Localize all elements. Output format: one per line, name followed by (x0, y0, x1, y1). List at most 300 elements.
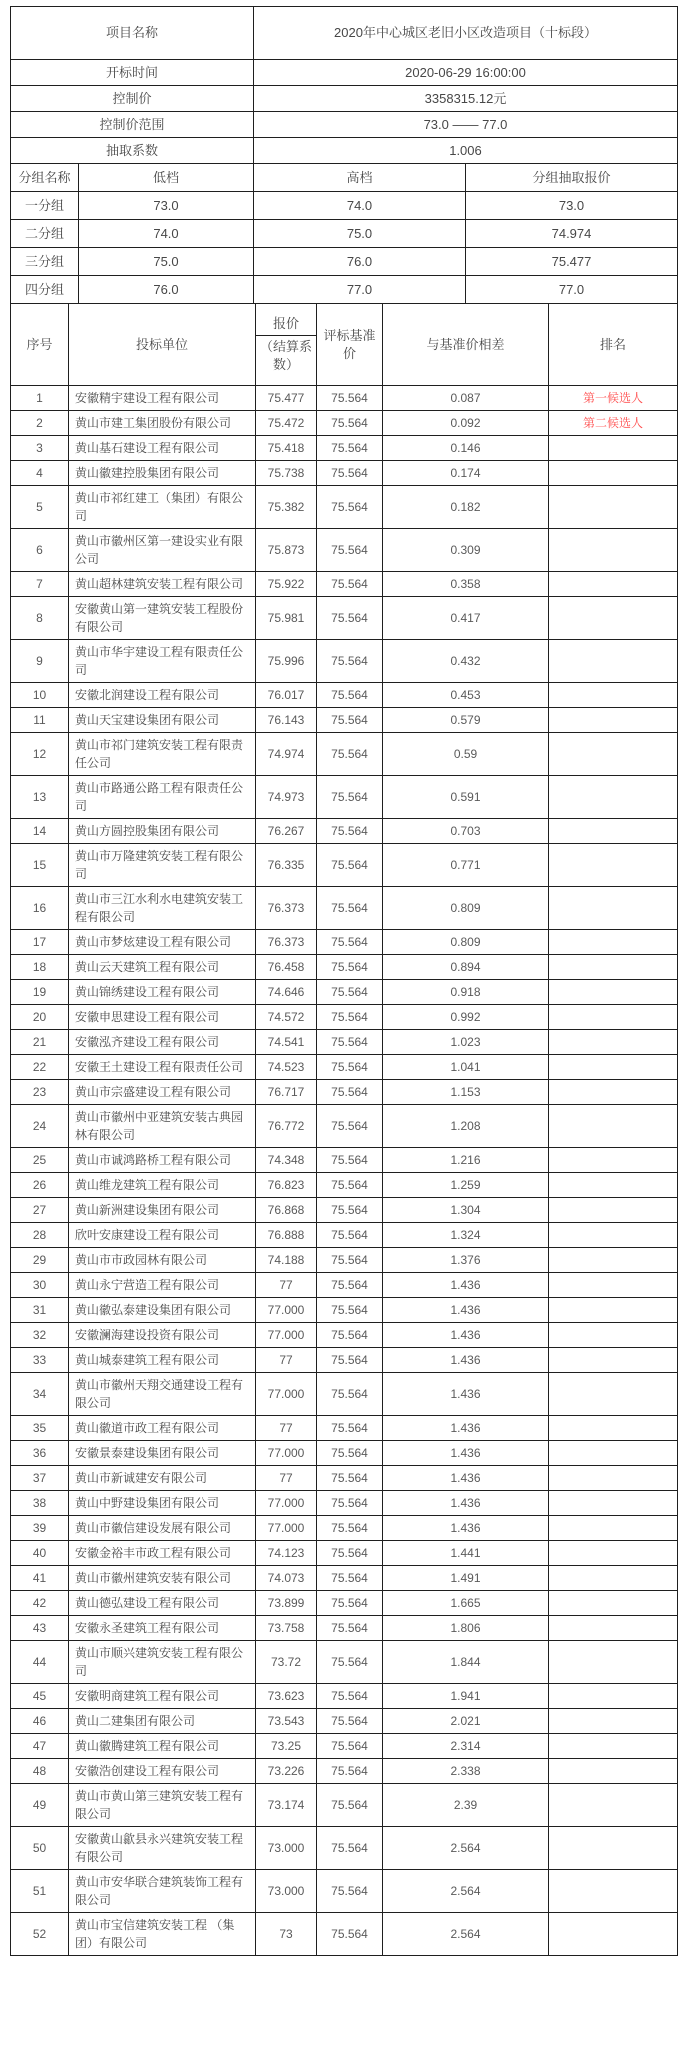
bid-rank-cell (549, 1173, 678, 1198)
bid-diff-cell: 1.436 (383, 1323, 549, 1348)
bid-seq-cell: 42 (11, 1591, 69, 1616)
bid-base-cell: 75.564 (317, 1223, 383, 1248)
bid-base-cell: 75.564 (317, 1784, 383, 1827)
bid-seq-cell: 27 (11, 1198, 69, 1223)
bid-diff-cell: 0.59 (383, 733, 549, 776)
bid-bid-cell: 76.823 (256, 1173, 317, 1198)
bid-base-cell: 75.564 (317, 1198, 383, 1223)
bid-diff-cell: 1.041 (383, 1055, 549, 1080)
bid-rank-cell (549, 597, 678, 640)
bid-seq-cell: 35 (11, 1416, 69, 1441)
bid-rank-cell (549, 733, 678, 776)
bid-base-cell: 75.564 (317, 1684, 383, 1709)
diff-header: 与基准价相差 (383, 304, 549, 386)
bid-row (11, 1641, 678, 1684)
bid-bid-cell: 76.868 (256, 1198, 317, 1223)
bid-rank-cell (549, 1030, 678, 1055)
bid-base-cell: 75.564 (317, 1759, 383, 1784)
bid-company-cell: 安徽申思建设工程有限公司 (69, 1005, 256, 1030)
bid-row (11, 1616, 678, 1641)
bid-diff-cell: 1.153 (383, 1080, 549, 1105)
bid-company-cell: 黄山二建集团有限公司 (69, 1709, 256, 1734)
bid-bid-cell: 76.017 (256, 683, 317, 708)
bid-seq-cell: 4 (11, 461, 69, 486)
bid-bid-cell: 77.000 (256, 1373, 317, 1416)
bid-seq-cell: 3 (11, 436, 69, 461)
bid-seq-cell: 47 (11, 1734, 69, 1759)
bid-rank-cell (549, 1541, 678, 1566)
bid-rank-cell (549, 1616, 678, 1641)
bid-seq-cell: 30 (11, 1273, 69, 1298)
bid-rank-cell (549, 486, 678, 529)
bid-bid-cell: 74.572 (256, 1005, 317, 1030)
bid-base-cell: 75.564 (317, 980, 383, 1005)
bid-company-cell: 黄山永宁营造工程有限公司 (69, 1273, 256, 1298)
bid-row (11, 955, 678, 980)
bid-bid-cell: 74.073 (256, 1566, 317, 1591)
bid-company-cell: 黄山市路通公路工程有限责任公司 (69, 776, 256, 819)
bid-rank-cell (549, 1759, 678, 1784)
bid-diff-cell: 0.992 (383, 1005, 549, 1030)
bid-company-cell: 黄山市市政园林有限公司 (69, 1248, 256, 1273)
bid-bid-cell: 76.373 (256, 930, 317, 955)
bid-row (11, 1173, 678, 1198)
bid-rank-cell (549, 1827, 678, 1870)
bid-diff-cell: 1.436 (383, 1416, 549, 1441)
group-high-cell: 76.0 (254, 248, 466, 276)
bid-bid-cell: 75.873 (256, 529, 317, 572)
control-price-row (11, 86, 678, 112)
bid-bid-cell: 76.267 (256, 819, 317, 844)
bid-diff-cell: 1.208 (383, 1105, 549, 1148)
bid-base-cell: 75.564 (317, 1734, 383, 1759)
bid-row (11, 1030, 678, 1055)
bid-seq-cell: 28 (11, 1223, 69, 1248)
bid-row (11, 486, 678, 529)
bid-company-cell: 安徽景泰建设集团有限公司 (69, 1441, 256, 1466)
bid-seq-cell: 45 (11, 1684, 69, 1709)
group-high-cell: 77.0 (254, 276, 466, 304)
bid-seq-cell: 34 (11, 1373, 69, 1416)
group-low-cell: 75.0 (79, 248, 254, 276)
bid-base-cell: 75.564 (317, 1416, 383, 1441)
coefficient-label: 抽取系数 (11, 138, 254, 164)
group-row (11, 248, 678, 276)
group-name-cell: 四分组 (11, 276, 79, 304)
bid-bid-cell: 77.000 (256, 1491, 317, 1516)
bid-row (11, 1198, 678, 1223)
bid-diff-cell: 1.436 (383, 1298, 549, 1323)
bid-bid-cell: 75.922 (256, 572, 317, 597)
group-low-header: 低档 (79, 164, 254, 192)
bid-diff-cell: 0.417 (383, 597, 549, 640)
bid-seq-cell: 5 (11, 486, 69, 529)
bid-company-cell: 安徽黄山歙县永兴建筑安装工程有限公司 (69, 1827, 256, 1870)
bid-company-cell: 黄山市徽州中亚建筑安装古典园林有限公司 (69, 1105, 256, 1148)
bids-table (10, 303, 678, 1956)
bid-company-cell: 安徽金裕丰市政工程有限公司 (69, 1541, 256, 1566)
bid-diff-cell: 1.023 (383, 1030, 549, 1055)
bid-company-cell: 黄山市建工集团股份有限公司 (69, 411, 256, 436)
bid-rank-cell (549, 1784, 678, 1827)
bid-base-cell: 75.564 (317, 708, 383, 733)
group-quote-cell: 73.0 (466, 192, 678, 220)
bid-seq-cell: 18 (11, 955, 69, 980)
bid-base-cell: 75.564 (317, 1441, 383, 1466)
bids-header-row (11, 304, 678, 386)
bid-diff-cell: 1.376 (383, 1248, 549, 1273)
bid-base-cell: 75.564 (317, 572, 383, 597)
bid-row (11, 980, 678, 1005)
bid-company-cell: 黄山市徽信建设发展有限公司 (69, 1516, 256, 1541)
bid-diff-cell: 1.436 (383, 1491, 549, 1516)
open-time-row (11, 60, 678, 86)
bid-bid-cell: 76.888 (256, 1223, 317, 1248)
bid-seq-cell: 7 (11, 572, 69, 597)
bid-rank-cell (549, 887, 678, 930)
bid-base-cell: 75.564 (317, 1323, 383, 1348)
bid-diff-cell: 2.564 (383, 1827, 549, 1870)
bid-rank-cell (549, 1566, 678, 1591)
bid-rank-cell (549, 1870, 678, 1913)
bid-company-cell: 安徽泓齐建设工程有限公司 (69, 1030, 256, 1055)
group-name-cell: 三分组 (11, 248, 79, 276)
bid-row (11, 1541, 678, 1566)
bid-diff-cell: 1.436 (383, 1273, 549, 1298)
group-low-cell: 73.0 (79, 192, 254, 220)
bid-bid-cell: 75.472 (256, 411, 317, 436)
bid-base-cell: 75.564 (317, 1173, 383, 1198)
bid-diff-cell: 2.338 (383, 1759, 549, 1784)
bid-company-cell: 黄山市黄山第三建筑安装工程有限公司 (69, 1784, 256, 1827)
bid-base-cell: 75.564 (317, 1870, 383, 1913)
bid-base-cell: 75.564 (317, 1080, 383, 1105)
group-high-cell: 75.0 (254, 220, 466, 248)
bid-company-cell: 黄山云天建筑工程有限公司 (69, 955, 256, 980)
bid-diff-cell: 2.564 (383, 1913, 549, 1956)
group-high-header: 高档 (254, 164, 466, 192)
bid-seq-cell: 14 (11, 819, 69, 844)
bid-rank-cell (549, 1348, 678, 1373)
bid-row (11, 683, 678, 708)
control-range-value: 73.0 —— 77.0 (254, 112, 678, 138)
bid-row (11, 597, 678, 640)
bid-bid-cell: 75.738 (256, 461, 317, 486)
bid-company-cell: 安徽黄山第一建筑安装工程股份有限公司 (69, 597, 256, 640)
bid-rank-cell (549, 1323, 678, 1348)
bid-diff-cell: 0.146 (383, 436, 549, 461)
bid-bid-cell: 73.543 (256, 1709, 317, 1734)
bid-row (11, 733, 678, 776)
bid-bid-cell: 73.623 (256, 1684, 317, 1709)
bid-row (11, 1148, 678, 1173)
bid-rank-cell (549, 529, 678, 572)
bid-base-cell: 75.564 (317, 1348, 383, 1373)
bid-row (11, 1709, 678, 1734)
bid-rank-cell (549, 1441, 678, 1466)
bid-diff-cell: 1.436 (383, 1516, 549, 1541)
bid-base-cell: 75.564 (317, 1827, 383, 1870)
bid-base-cell: 75.564 (317, 1709, 383, 1734)
coefficient-value: 1.006 (254, 138, 678, 164)
bid-diff-cell: 1.436 (383, 1348, 549, 1373)
bid-seq-cell: 23 (11, 1080, 69, 1105)
bid-row (11, 1591, 678, 1616)
bid-row (11, 1005, 678, 1030)
bid-base-cell: 75.564 (317, 1491, 383, 1516)
bid-company-cell: 黄山锦绣建设工程有限公司 (69, 980, 256, 1005)
control-price-label: 控制价 (11, 86, 254, 112)
bid-row (11, 1759, 678, 1784)
bid-bid-cell: 77 (256, 1348, 317, 1373)
bid-bid-cell: 76.458 (256, 955, 317, 980)
bid-seq-cell: 32 (11, 1323, 69, 1348)
bid-company-cell: 黄山市祁红建工（集团）有限公司 (69, 486, 256, 529)
bid-diff-cell: 0.174 (383, 461, 549, 486)
bid-row (11, 1466, 678, 1491)
bid-diff-cell: 1.216 (383, 1148, 549, 1173)
group-low-cell: 74.0 (79, 220, 254, 248)
bid-row (11, 411, 678, 436)
bid-bid-cell: 74.523 (256, 1055, 317, 1080)
group-row (11, 220, 678, 248)
bid-row (11, 1491, 678, 1516)
bid-company-cell: 黄山市诚鸿路桥工程有限公司 (69, 1148, 256, 1173)
bid-diff-cell: 1.324 (383, 1223, 549, 1248)
bid-row (11, 572, 678, 597)
bid-rank-cell (549, 708, 678, 733)
group-quote-cell: 77.0 (466, 276, 678, 304)
bid-rank-cell (549, 955, 678, 980)
bid-company-cell: 黄山维龙建筑工程有限公司 (69, 1173, 256, 1198)
bid-company-cell: 黄山市祁门建筑安装工程有限责任公司 (69, 733, 256, 776)
bid-bid-cell: 75.382 (256, 486, 317, 529)
bid-seq-cell: 49 (11, 1784, 69, 1827)
bid-seq-cell: 9 (11, 640, 69, 683)
bid-seq-cell: 24 (11, 1105, 69, 1148)
bid-rank-cell (549, 1591, 678, 1616)
bid-row (11, 708, 678, 733)
bid-bid-cell: 74.188 (256, 1248, 317, 1273)
bid-price-header-bottom: （结算系数） (260, 339, 313, 372)
bid-rank-cell (549, 1373, 678, 1416)
bid-base-cell: 75.564 (317, 1566, 383, 1591)
bid-row (11, 1734, 678, 1759)
bid-row (11, 1055, 678, 1080)
bid-company-cell: 黄山徽弘泰建设集团有限公司 (69, 1298, 256, 1323)
bid-bid-cell: 75.996 (256, 640, 317, 683)
bid-company-cell: 安徽王土建设工程有限责任公司 (69, 1055, 256, 1080)
bid-bid-cell: 76.373 (256, 887, 317, 930)
bid-diff-cell: 0.591 (383, 776, 549, 819)
bid-company-cell: 黄山新洲建设集团有限公司 (69, 1198, 256, 1223)
bid-diff-cell: 0.453 (383, 683, 549, 708)
bid-base-cell: 75.564 (317, 597, 383, 640)
bid-diff-cell: 2.39 (383, 1784, 549, 1827)
bid-seq-cell: 15 (11, 844, 69, 887)
rank-header: 排名 (549, 304, 678, 386)
bid-company-cell: 安徽北润建设工程有限公司 (69, 683, 256, 708)
bid-base-cell: 75.564 (317, 930, 383, 955)
base-price-header: 评标基准价 (317, 304, 383, 386)
bid-diff-cell: 0.894 (383, 955, 549, 980)
bid-company-cell: 黄山天宝建设集团有限公司 (69, 708, 256, 733)
bid-base-cell: 75.564 (317, 386, 383, 411)
group-extraction-table (10, 163, 678, 304)
bid-company-cell: 安徽澜海建设投资有限公司 (69, 1323, 256, 1348)
bid-base-cell: 75.564 (317, 1616, 383, 1641)
bid-diff-cell: 2.314 (383, 1734, 549, 1759)
bid-diff-cell: 1.665 (383, 1591, 549, 1616)
bid-base-cell: 75.564 (317, 819, 383, 844)
bid-seq-cell: 37 (11, 1466, 69, 1491)
bid-row (11, 640, 678, 683)
bid-company-cell: 黄山超林建筑安装工程有限公司 (69, 572, 256, 597)
bid-diff-cell: 0.358 (383, 572, 549, 597)
bid-diff-cell: 0.309 (383, 529, 549, 572)
bid-row (11, 844, 678, 887)
bid-seq-cell: 26 (11, 1173, 69, 1198)
bid-diff-cell: 0.918 (383, 980, 549, 1005)
bid-rank-cell (549, 461, 678, 486)
bid-company-cell: 黄山市徽州区第一建设实业有限公司 (69, 529, 256, 572)
bid-base-cell: 75.564 (317, 1516, 383, 1541)
group-header-row (11, 164, 678, 192)
bid-rank-cell (549, 1684, 678, 1709)
bid-company-cell: 黄山方圆控股集团有限公司 (69, 819, 256, 844)
bid-seq-cell: 31 (11, 1298, 69, 1323)
bid-company-cell: 黄山市顺兴建筑安装工程有限公司 (69, 1641, 256, 1684)
bid-company-cell: 黄山徽建控股集团有限公司 (69, 461, 256, 486)
bid-bid-cell: 73.758 (256, 1616, 317, 1641)
bid-row (11, 1080, 678, 1105)
bid-row (11, 1684, 678, 1709)
bid-diff-cell: 0.809 (383, 887, 549, 930)
bid-row (11, 1105, 678, 1148)
bid-bid-cell: 73.226 (256, 1759, 317, 1784)
bid-diff-cell: 1.436 (383, 1441, 549, 1466)
bid-base-cell: 75.564 (317, 1373, 383, 1416)
bid-seq-cell: 16 (11, 887, 69, 930)
bid-rank-cell (549, 1913, 678, 1956)
bid-row (11, 386, 678, 411)
bid-rank-cell (549, 819, 678, 844)
bid-seq-cell: 46 (11, 1709, 69, 1734)
bid-company-cell: 黄山市安华联合建筑装饰工程有限公司 (69, 1870, 256, 1913)
bid-base-cell: 75.564 (317, 1466, 383, 1491)
bid-row (11, 1248, 678, 1273)
bid-seq-cell: 19 (11, 980, 69, 1005)
bid-diff-cell: 1.436 (383, 1466, 549, 1491)
project-name-label: 项目名称 (11, 7, 254, 60)
bid-rank-cell (549, 436, 678, 461)
bid-seq-cell: 25 (11, 1148, 69, 1173)
bid-diff-cell: 0.432 (383, 640, 549, 683)
bid-company-cell: 安徽明商建筑工程有限公司 (69, 1684, 256, 1709)
bid-row (11, 436, 678, 461)
bid-diff-cell: 1.304 (383, 1198, 549, 1223)
bid-seq-cell: 33 (11, 1348, 69, 1373)
bid-seq-cell: 2 (11, 411, 69, 436)
project-meta-table (10, 6, 678, 164)
bid-bid-cell: 76.772 (256, 1105, 317, 1148)
bid-bid-cell: 74.646 (256, 980, 317, 1005)
bid-bid-cell: 76.335 (256, 844, 317, 887)
bid-seq-cell: 44 (11, 1641, 69, 1684)
bid-row (11, 1827, 678, 1870)
bid-diff-cell: 2.021 (383, 1709, 549, 1734)
bid-seq-cell: 36 (11, 1441, 69, 1466)
bid-base-cell: 75.564 (317, 461, 383, 486)
bid-base-cell: 75.564 (317, 776, 383, 819)
bid-company-cell: 黄山徽道市政工程有限公司 (69, 1416, 256, 1441)
bid-rank-cell (549, 1080, 678, 1105)
bid-base-cell: 75.564 (317, 844, 383, 887)
group-quote-cell: 75.477 (466, 248, 678, 276)
bid-bid-cell: 77 (256, 1466, 317, 1491)
bid-row (11, 1441, 678, 1466)
bid-bid-cell: 76.143 (256, 708, 317, 733)
bid-rank-cell (549, 640, 678, 683)
bid-company-cell: 安徽浩创建设工程有限公司 (69, 1759, 256, 1784)
bid-diff-cell: 0.771 (383, 844, 549, 887)
bid-diff-cell: 1.441 (383, 1541, 549, 1566)
project-name-row (11, 7, 678, 60)
bid-row (11, 1784, 678, 1827)
bid-base-cell: 75.564 (317, 1541, 383, 1566)
bid-base-cell: 75.564 (317, 733, 383, 776)
bid-row (11, 1913, 678, 1956)
bid-seq-cell: 22 (11, 1055, 69, 1080)
bid-row (11, 819, 678, 844)
bid-rank-cell (549, 1055, 678, 1080)
bid-seq-cell: 51 (11, 1870, 69, 1913)
bid-company-cell: 黄山市华宇建设工程有限责任公司 (69, 640, 256, 683)
bid-rank-cell (549, 1223, 678, 1248)
coefficient-row (11, 138, 678, 164)
bid-bid-cell: 74.541 (256, 1030, 317, 1055)
bid-rank-cell (549, 930, 678, 955)
bid-base-cell: 75.564 (317, 529, 383, 572)
bid-price-header (256, 304, 317, 386)
bid-rank-cell (549, 1005, 678, 1030)
bid-seq-cell: 50 (11, 1827, 69, 1870)
bid-company-cell: 黄山中野建设集团有限公司 (69, 1491, 256, 1516)
bid-company-cell: 黄山市梦炫建设工程有限公司 (69, 930, 256, 955)
bid-rank-cell (549, 844, 678, 887)
bid-base-cell: 75.564 (317, 1105, 383, 1148)
bid-bid-cell: 75.418 (256, 436, 317, 461)
bid-base-cell: 75.564 (317, 1913, 383, 1956)
bid-company-cell: 黄山市徽州建筑安装有限公司 (69, 1566, 256, 1591)
bid-seq-cell: 8 (11, 597, 69, 640)
bid-row (11, 461, 678, 486)
bid-row (11, 1516, 678, 1541)
bid-bid-cell: 77.000 (256, 1441, 317, 1466)
bid-bid-cell: 73.000 (256, 1870, 317, 1913)
bid-bid-cell: 73.25 (256, 1734, 317, 1759)
bid-company-cell: 黄山城泰建筑工程有限公司 (69, 1348, 256, 1373)
group-high-cell: 74.0 (254, 192, 466, 220)
bid-bid-cell: 74.348 (256, 1148, 317, 1173)
bid-rank-cell (549, 1641, 678, 1684)
bid-rank-cell (549, 1148, 678, 1173)
project-name-value: 2020年中心城区老旧小区改造项目（十标段） (254, 7, 678, 60)
bid-diff-cell: 1.941 (383, 1684, 549, 1709)
bid-bid-cell: 77.000 (256, 1323, 317, 1348)
bid-row (11, 1273, 678, 1298)
bid-rank-cell (549, 1198, 678, 1223)
